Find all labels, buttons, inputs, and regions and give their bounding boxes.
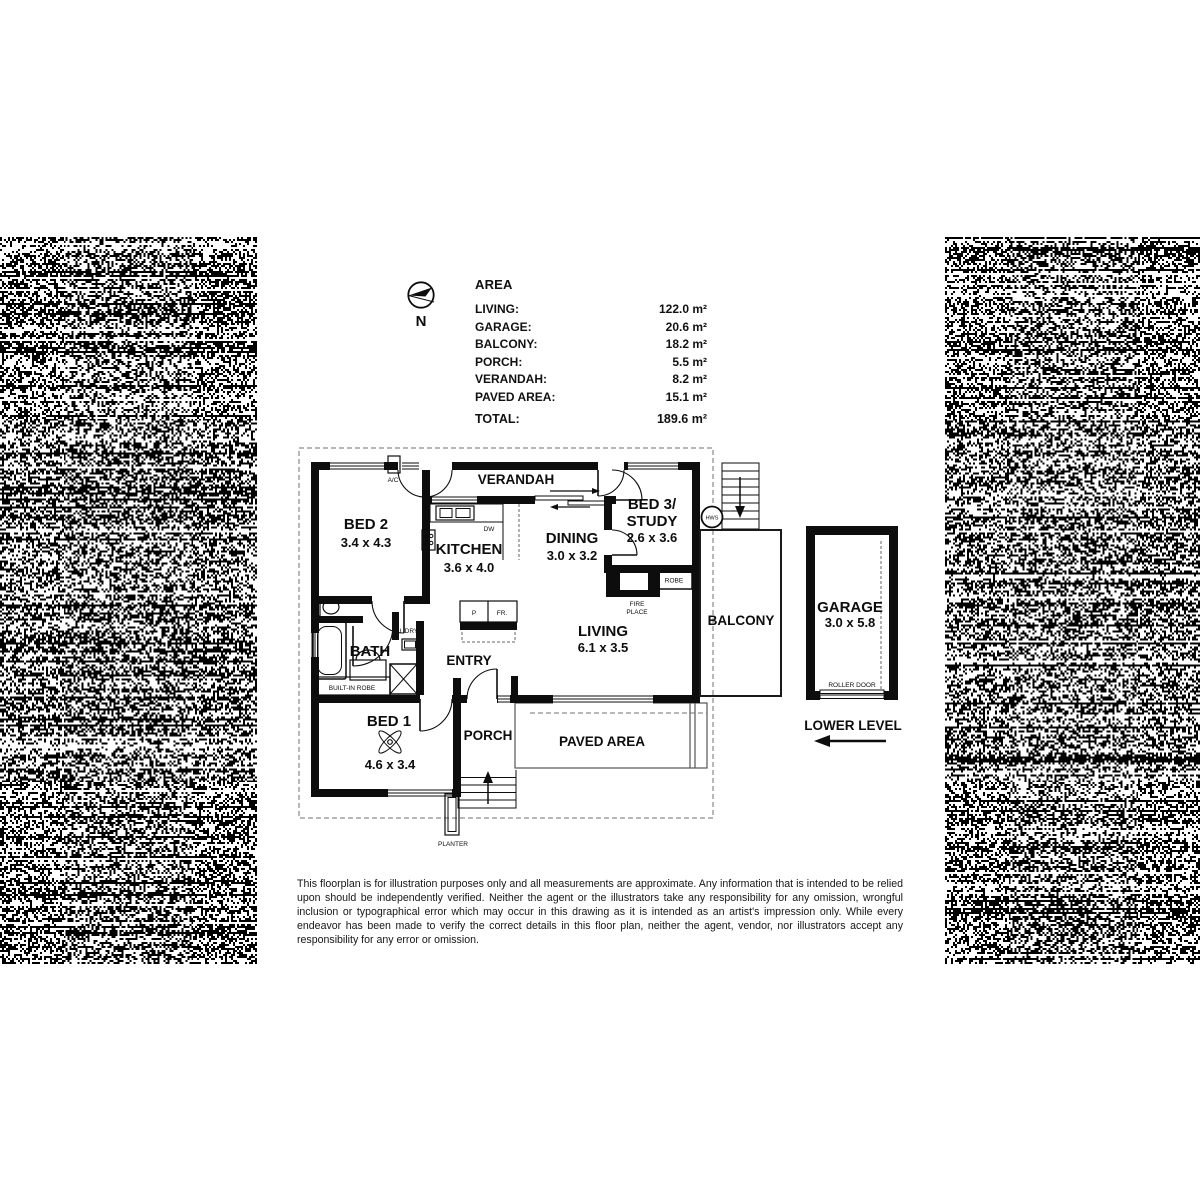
area-table-title: AREA	[475, 277, 513, 292]
area-row-value: 8.2 m²	[672, 372, 707, 387]
area-row-label: GARAGE:	[475, 319, 532, 334]
floorplan-drawing	[290, 438, 915, 863]
area-row-label: LIVING:	[475, 302, 519, 316]
area-row-label: VERANDAH:	[475, 372, 547, 387]
area-row-value: 5.5 m²	[672, 354, 707, 369]
area-row-balcony	[475, 336, 707, 354]
disclaimer-text: This floorplan is for illustration purposes only and all measurements are approximate. Any information that is intended to be relied upon should be independently verified. Neither the agent or the illustrators take any responsibility for any omission, wrongful inclusion or typographical error which may occur in this drawing as it is intended as an artist's impression only. While every endeavor has been made to verify the correct details in this floor plan, neither the agent, vendor, nor illustrators accept any responsibility for any error or omission.	[297, 877, 903, 947]
room-label-bath: BATH	[349, 643, 391, 660]
room-dims-living: 6.1 x 3.5	[577, 640, 629, 655]
area-row-value: 20.6 m²	[665, 319, 707, 334]
area-row-value: 122.0 m²	[658, 302, 707, 316]
area-total-label: TOTAL:	[475, 411, 520, 426]
north-compass-icon	[400, 279, 444, 335]
room-label-kitchen: KITCHEN	[435, 541, 503, 558]
shower-icon	[390, 664, 417, 694]
label-fridge: FR.	[496, 610, 508, 617]
lower-level-arrow-icon	[814, 735, 886, 747]
label-planter: PLANTER	[438, 841, 468, 848]
noise-texture-right	[945, 237, 1200, 964]
pantry-fridge-unit	[460, 601, 517, 642]
laundry-trough-icon	[402, 639, 418, 650]
sliding-door	[535, 488, 608, 510]
label-fireplace-line1: FIRE	[629, 601, 645, 608]
noise-texture-left	[0, 237, 257, 964]
room-dims-kitchen: 3.6 x 4.0	[443, 560, 495, 575]
room-label-bed3-line2: STUDY	[626, 513, 678, 530]
label-hws: HWS	[705, 515, 719, 522]
compass-needle-tail	[409, 296, 435, 303]
porch-steps	[458, 770, 516, 808]
label-fireplace-line2: PLACE	[626, 609, 648, 616]
room-label-garage: GARAGE	[817, 599, 883, 616]
area-row-label: PAVED AREA:	[475, 389, 556, 404]
room-label-living: LIVING	[577, 623, 629, 640]
label-roller-door: ROLLER DOOR	[828, 682, 876, 689]
room-label-verandah: VERANDAH	[477, 472, 555, 487]
room-label-bed1: BED 1	[366, 713, 412, 730]
room-dims-bed3: 2.6 x 3.6	[626, 530, 678, 545]
ceiling-fan-icon	[376, 728, 404, 756]
area-row-living	[475, 301, 707, 319]
room-dims-bed1: 4.6 x 3.4	[364, 757, 416, 772]
label-pantry: P	[471, 610, 477, 617]
area-row-value: 18.2 m²	[665, 337, 707, 352]
label-robe: ROBE	[664, 577, 684, 585]
room-label-paved-area: PAVED AREA	[558, 734, 646, 749]
room-label-bed3-line1: BED 3/	[627, 496, 677, 513]
area-row-label: PORCH:	[475, 354, 523, 369]
room-label-bed2: BED 2	[343, 516, 389, 533]
planter-box	[445, 794, 459, 835]
label-dw: DW	[483, 526, 495, 533]
stairs-down	[722, 463, 759, 529]
label-lower-level: LOWER LEVEL	[804, 718, 902, 733]
room-label-dining: DINING	[545, 530, 599, 547]
room-label-balcony: BALCONY	[707, 613, 775, 628]
compass-needle-icon	[409, 288, 433, 297]
room-dims-dining: 3.0 x 3.2	[546, 548, 598, 563]
room-label-entry: ENTRY	[446, 653, 492, 668]
area-total-value: 189.6 m²	[656, 411, 707, 426]
area-row-garage	[475, 319, 707, 337]
label-built-in-robe: BUILT-IN ROBE	[328, 685, 376, 692]
area-row-label: BALCONY:	[475, 337, 538, 352]
area-row-porch	[475, 354, 707, 372]
fireplace-inset	[620, 573, 648, 590]
area-row-value: 15.1 m²	[665, 389, 707, 404]
room-dims-bed2: 3.4 x 4.3	[340, 535, 392, 550]
roller-door-icon	[820, 690, 884, 694]
label-laundry: L'DRY	[399, 628, 419, 635]
area-row-verandah	[475, 371, 707, 389]
area-table	[475, 277, 707, 426]
paved-area	[515, 696, 707, 768]
room-label-porch: PORCH	[463, 728, 513, 743]
room-dims-garage: 3.0 x 5.8	[824, 615, 876, 630]
compass-north-label: N	[415, 313, 427, 330]
label-ac: A/C	[387, 477, 399, 484]
area-row-paved	[475, 389, 707, 407]
area-total-row	[475, 412, 707, 426]
